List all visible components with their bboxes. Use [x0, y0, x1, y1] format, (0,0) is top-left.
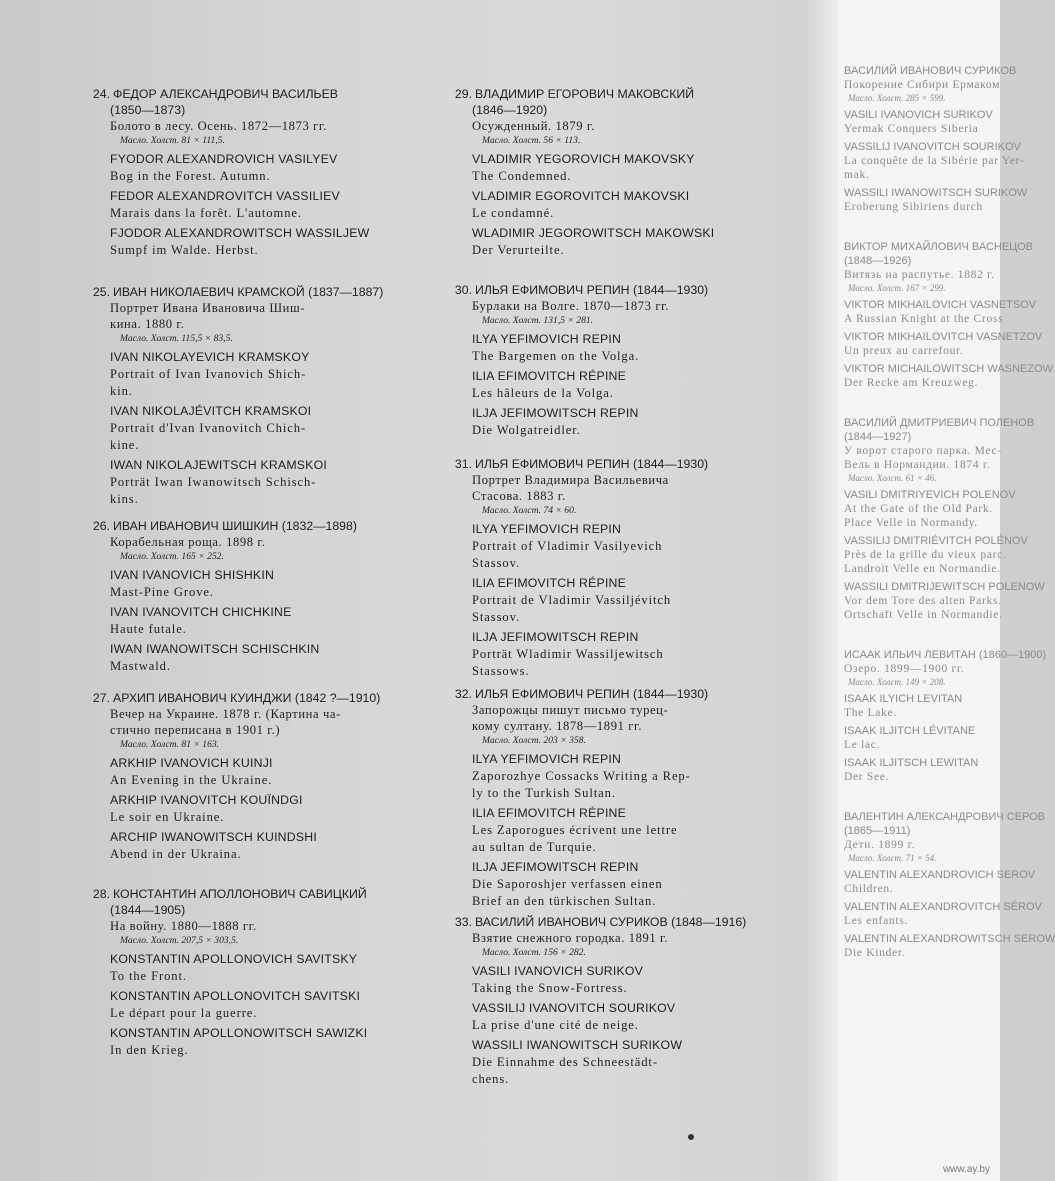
painting-medium: Масло. Холст. 165 × 252.	[120, 551, 224, 562]
facing-line: Der See.	[844, 771, 890, 783]
entry-heading	[450, 456, 795, 472]
entry-number: 25.	[92, 285, 110, 299]
facing-line: Озеро. 1899—1900 гг.	[844, 663, 965, 675]
facing-line: Vor dem Tore des alten Parks.	[844, 595, 1002, 607]
entry-heading	[88, 886, 433, 902]
painting-title-ru: Болото в лесу. Осень. 1872—1873 гг.	[110, 119, 327, 133]
artist-name-translation: ARKHIP IVANOVICH KUINJI	[110, 756, 273, 770]
painting-title-translation: Abend in der Ukraina.	[110, 847, 242, 861]
facing-line: ISAAK ILYICH LEVITAN	[844, 693, 963, 705]
facing-line: La conquête de la Sibérie par Yer-	[844, 155, 1025, 167]
entry-body	[450, 473, 795, 679]
entry-number: 28.	[92, 887, 110, 901]
artist-name-translation: IVAN IVANOVITCH CHICHKINE	[110, 605, 292, 619]
entry-body	[88, 301, 433, 507]
artist-name-translation: VLADIMIR YEGOROVICH MAKOVSKY	[472, 152, 695, 166]
facing-line: VIKTOR MICHAILOWITSCH WASNEZOW	[844, 363, 1054, 375]
painting-medium: Масло. Холст. 207,5 × 303,5.	[120, 935, 239, 946]
painting-title-translation: La prise d'une cité de neige.	[472, 1018, 639, 1032]
painting-medium: Масло. Холст. 131,5 × 281.	[482, 315, 594, 326]
artist-name-translation: FJODOR ALEXANDROWITSCH WASSILJEW	[110, 226, 370, 240]
facing-line: ISAAK ILJITCH LÉVITANE	[844, 725, 976, 737]
painting-title-translation: An Evening in the Ukraine.	[110, 773, 273, 787]
facing-line: A Russian Knight at the Cross	[844, 313, 1004, 325]
painting-title-ru: Запорожцы пишут письмо турец-	[472, 703, 669, 717]
facing-line: The Lake.	[844, 707, 897, 719]
painting-title-translation: Marais dans la forêt. L'automne.	[110, 206, 302, 220]
painting-title-translation: Porträt Wladimir Wassiljewitsch	[472, 647, 664, 661]
facing-line: Les enfants.	[844, 915, 908, 927]
facing-spacer	[844, 622, 1014, 648]
painting-title-translation: ly to the Turkish Sultan.	[472, 786, 616, 800]
facing-line: Масло. Холст. 149 × 208.	[848, 677, 946, 687]
painting-title-ru: Бурлаки на Волге. 1870—1873 гг.	[472, 299, 670, 313]
painting-title-translation: Die Einnahme des Schneestädt-	[472, 1055, 658, 1069]
entry-heading	[88, 690, 433, 706]
facing-spacer	[844, 390, 1014, 416]
painting-title-translation: The Bargemen on the Volga.	[472, 349, 640, 363]
entry-body	[88, 535, 433, 674]
artist-name-translation: ILIA EFIMOVITCH RÉPINE	[472, 369, 627, 383]
painting-title-ru: На войну. 1880—1888 гг.	[110, 919, 257, 933]
facing-line: ISAAK ILJITSCH LEWITAN	[844, 757, 979, 769]
painting-title-translation: kine.	[110, 438, 140, 452]
painting-title-translation: chens.	[472, 1072, 510, 1086]
facing-line: Yermak Conquers Siberia	[844, 123, 979, 135]
facing-page	[838, 0, 1055, 1181]
facing-line: mak.	[844, 169, 870, 181]
facing-line: At the Gate of the Old Park.	[844, 503, 993, 515]
facing-line: Витязь на распутье. 1882 г.	[844, 269, 995, 281]
artist-name-translation: IWAN NIKOLAJEWITSCH KRAMSKOI	[110, 458, 327, 472]
artist-name-ru: ВЛАДИМИР ЕГОРОВИЧ МАКОВСКИЙ	[475, 87, 695, 101]
painting-medium: Масло. Холст. 156 × 282.	[482, 947, 586, 958]
painting-title-ru: стично переписана в 1901 г.)	[110, 723, 281, 737]
facing-line: Un preux au carrefour.	[844, 345, 964, 357]
facing-line: Покорение Сибири Ермаком	[844, 79, 1001, 91]
painting-title-translation: Le condamné.	[472, 206, 555, 220]
painting-title-translation: Taking the Snow-Fortress.	[472, 981, 628, 995]
facing-spacer	[844, 214, 1014, 240]
artist-name-translation: WLADIMIR JEGOROWITSCH MAKOWSKI	[472, 226, 715, 240]
facing-line: ВАЛЕНТИН АЛЕКСАНДРОВИЧ СЕРОВ	[844, 811, 1046, 823]
artist-name-translation: KONSTANTIN APOLLONOVITCH SAVITSKI	[110, 989, 361, 1003]
artist-name-translation: VASSILIJ IVANOVITCH SOURIKOV	[472, 1001, 676, 1015]
facing-line: VIKTOR MIKHAILOVITCH VASNETZOV	[844, 331, 1043, 343]
painting-title-translation: kin.	[110, 384, 133, 398]
painting-medium: Масло. Холст. 74 × 60.	[482, 505, 577, 516]
entry-heading	[450, 86, 795, 102]
facing-line: WASSILI IWANOWITSCH SURIKOW	[844, 187, 1028, 199]
painting-title-translation: Stassows.	[472, 664, 530, 678]
facing-line: ВАСИЛИЙ ИВАНОВИЧ СУРИКОВ	[844, 65, 1017, 77]
artist-name-translation: ARCHIP IWANOWITSCH KUINDSHI	[110, 830, 317, 844]
painting-title-translation: Brief an den türkischen Sultan.	[472, 894, 657, 908]
painting-title-ru: Осужденный. 1879 г.	[472, 119, 595, 133]
painting-title-translation: au sultan de Turquie.	[472, 840, 597, 854]
artist-name-translation: IVAN IVANOVICH SHISHKIN	[110, 568, 275, 582]
painting-title-translation: Porträt Iwan Iwanowitsch Schisch-	[110, 475, 317, 489]
facing-line: ВИКТОР МИХАЙЛОВИЧ ВАСНЕЦОВ	[844, 241, 1033, 253]
facing-line: VASSILIJ DMITRIÉVITCH POLÉNOV	[844, 535, 1028, 547]
facing-line: VASSILIJ IVANOVITCH SOURIKOV	[844, 141, 1021, 153]
painting-title-translation: The Condemned.	[472, 169, 572, 183]
facing-line: VASILI IVANOVICH SURIKOV	[844, 109, 993, 121]
artist-dates: (1850—1873)	[110, 103, 186, 117]
catalog-entry	[450, 914, 795, 1087]
artist-dates: (1844—1905)	[110, 903, 186, 917]
facing-line: Die Kinder.	[844, 947, 906, 959]
facing-line: Вель в Нормандии. 1874 г.	[844, 459, 991, 471]
entry-body	[450, 119, 795, 258]
painting-title-translation: Haute futale.	[110, 622, 187, 636]
artist-name-ru: ВАСИЛИЙ ИВАНОВИЧ СУРИКОВ (1848—1916)	[475, 915, 747, 929]
painting-medium: Масло. Холст. 81 × 163.	[120, 739, 220, 750]
entry-number: 24.	[92, 87, 110, 101]
artist-name-translation: ILJA JEFIMOWITSCH REPIN	[472, 630, 639, 644]
painting-title-translation: Der Verurteilte.	[472, 243, 565, 257]
facing-line: VASILI DMITRIYEVICH POLENOV	[844, 489, 1016, 501]
painting-title-ru: кина. 1880 г.	[110, 317, 185, 331]
painting-title-ru: Вечер на Украине. 1878 г. (Картина ча-	[110, 707, 341, 721]
artist-name-translation: KONSTANTIN APOLLONOWITSCH SAWIZKI	[110, 1026, 368, 1040]
entry-number: 33.	[454, 915, 472, 929]
facing-spacer	[844, 784, 1014, 810]
facing-line: Children.	[844, 883, 894, 895]
facing-line: Place Velle in Normandy.	[844, 517, 979, 529]
entry-heading	[88, 86, 433, 102]
painting-title-translation: Zaporozhye Cossacks Writing a Rep-	[472, 769, 691, 783]
facing-line: VALENTIN ALEXANDROVICH SEROV	[844, 869, 1036, 881]
artist-name-translation: IWAN IWANOWITSCH SCHISCHKIN	[110, 642, 320, 656]
facing-line: (1844—1927)	[844, 431, 912, 443]
artist-name-translation: ILYA YEFIMOVICH REPIN	[472, 752, 622, 766]
painting-title-translation: Portrait de Vladimir Vassiljévitch	[472, 593, 672, 607]
facing-line: Масло. Холст. 167 × 299.	[848, 283, 946, 293]
entry-heading	[450, 914, 795, 930]
artist-name-translation: FYODOR ALEXANDROVICH VASILYEV	[110, 152, 338, 166]
artist-name-ru: ИЛЬЯ ЕФИМОВИЧ РЕПИН (1844—1930)	[475, 283, 709, 297]
painting-title-ru: Портрет Владимира Васильевича	[472, 473, 669, 487]
artist-name-translation: FEDOR ALEXANDROVITCH VASSILIEV	[110, 189, 340, 203]
painting-title-ru: Корабельная роща. 1898 г.	[110, 535, 266, 549]
entry-number: 29.	[454, 87, 472, 101]
artist-name-translation: VASILI IVANOVICH SURIKOV	[472, 964, 644, 978]
painting-title-translation: Die Wolgatreidler.	[472, 423, 581, 437]
painting-title-ru: Взятие снежного городка. 1891 г.	[472, 931, 669, 945]
painting-title-ru: Стасова. 1883 г.	[472, 489, 566, 503]
painting-title-ru: Портрет Ивана Ивановича Шиш-	[110, 301, 306, 315]
facing-line: Eroberung Sibiriens durch	[844, 201, 983, 213]
painting-title-translation: Mast-Pine Grove.	[110, 585, 214, 599]
entry-body	[88, 119, 433, 258]
facing-line: ВАСИЛИЙ ДМИТРИЕВИЧ ПОЛЕНОВ	[844, 417, 1035, 429]
entry-number: 32.	[454, 687, 472, 701]
facing-line: Дети. 1899 г.	[844, 839, 916, 851]
artist-name-translation: VLADIMIR EGOROVITCH MAKOVSKI	[472, 189, 690, 203]
artist-name-translation: KONSTANTIN APOLLONOVICH SAVITSKY	[110, 952, 358, 966]
artist-name-ru: ИЛЬЯ ЕФИМОВИЧ РЕПИН (1844—1930)	[475, 687, 709, 701]
entry-number: 27.	[92, 691, 110, 705]
facing-line: Landroit Velle en Normandie.	[844, 563, 1001, 575]
entry-body	[88, 707, 433, 862]
artist-name-translation: WASSILI IWANOWITSCH SURIKOW	[472, 1038, 683, 1052]
painting-title-translation: Mastwald.	[110, 659, 171, 673]
painting-title-translation: Die Saporoshjer verfassen einen	[472, 877, 663, 891]
facing-page-text	[844, 64, 1055, 960]
facing-line: Масло. Холст. 71 × 54.	[848, 853, 937, 863]
ink-spot	[688, 1134, 694, 1140]
painting-title-translation: Portrait d'Ivan Ivanovitch Chich-	[110, 421, 306, 435]
artist-name-ru: ИВАН НИКОЛАЕВИЧ КРАМСКОЙ (1837—1887)	[113, 285, 384, 299]
catalog-entry	[88, 690, 433, 862]
artist-dates: (1846—1920)	[472, 103, 548, 117]
painting-title-translation: Le soir en Ukraine.	[110, 810, 225, 824]
artist-name-ru: ИВАН ИВАНОВИЧ ШИШКИН (1832—1898)	[113, 519, 357, 533]
painting-medium: Масло. Холст. 203 × 358.	[482, 735, 586, 746]
facing-line: Près de la grille du vieux parc.	[844, 549, 1007, 561]
catalog-entry	[450, 86, 795, 258]
facing-line: VALENTIN ALEXANDROVITCH SÉROV	[844, 901, 1042, 913]
entry-heading	[88, 284, 433, 300]
catalog-entry	[450, 686, 795, 909]
painting-title-translation: Les hâleurs de la Volga.	[472, 386, 614, 400]
painting-title-translation: Portrait of Vladimir Vasilyevich	[472, 539, 663, 553]
painting-title-translation: Stassov.	[472, 610, 521, 624]
artist-name-translation: IVAN NIKOLAJÉVITCH KRAMSKOI	[110, 404, 312, 418]
facing-line: WASSILI DMITRIJEWITSCH POLENOW	[844, 581, 1045, 593]
painting-title-translation: kins.	[110, 492, 139, 506]
catalog-entry	[88, 284, 433, 507]
entry-heading	[88, 518, 433, 534]
painting-medium: Масло. Холст. 115,5 × 83,5.	[120, 333, 233, 344]
artist-name-ru: КОНСТАНТИН АПОЛЛОНОВИЧ САВИЦКИЙ	[113, 887, 367, 901]
facing-line: (1848—1926)	[844, 255, 912, 267]
painting-title-translation: Portrait of Ivan Ivanovich Shich-	[110, 367, 307, 381]
artist-name-translation: ILIA EFIMOVITCH RÉPINE	[472, 806, 627, 820]
artist-name-translation: ILYA YEFIMOVICH REPIN	[472, 332, 622, 346]
entry-number: 26.	[92, 519, 110, 533]
facing-line: Ortschaft Velle in Normandie.	[844, 609, 1003, 621]
painting-title-translation: Les Zaporogues écrivent une lettre	[472, 823, 678, 837]
facing-line: ИСААК ИЛЬИЧ ЛЕВИТАН (1860—1900)	[844, 649, 1047, 661]
facing-line: У ворот старого парка. Мес-	[844, 445, 1002, 457]
artist-name-translation: ILJA JEFIMOWITSCH REPIN	[472, 860, 639, 874]
artist-name-ru: ФЕДОР АЛЕКСАНДРОВИЧ ВАСИЛЬЕВ	[113, 87, 338, 101]
painting-title-translation: Bog in the Forest. Autumn.	[110, 169, 271, 183]
catalog-entry	[450, 456, 795, 679]
catalog-entry	[88, 518, 433, 674]
entry-heading	[450, 686, 795, 702]
catalog-entry	[88, 886, 433, 1058]
painting-title-translation: Le départ pour la guerre.	[110, 1006, 258, 1020]
catalog-entry	[450, 282, 795, 438]
artist-name-translation: ARKHIP IVANOVITCH KOUÏNDGI	[110, 793, 303, 807]
painting-medium: Масло. Холст. 56 × 113.	[482, 135, 581, 146]
facing-line: VALENTIN ALEXANDROWITSCH SEROW	[844, 933, 1055, 945]
entry-body	[88, 919, 433, 1058]
facing-line: Le lac.	[844, 739, 881, 751]
painting-title-translation: In den Krieg.	[110, 1043, 189, 1057]
entry-number: 30.	[454, 283, 472, 297]
artist-name-ru: АРХИП ИВАНОВИЧ КУИНДЖИ (1842 ?—1910)	[113, 691, 381, 705]
entry-heading	[450, 282, 795, 298]
facing-line: Масло. Холст. 285 × 599.	[848, 93, 946, 103]
entry-number: 31.	[454, 457, 472, 471]
painting-medium: Масло. Холст. 81 × 111,5.	[120, 135, 225, 146]
painting-title-ru: кому султану. 1878—1891 гг.	[472, 719, 643, 733]
facing-line: Der Recke am Kreuzweg.	[844, 377, 979, 389]
artist-name-translation: ILYA YEFIMOVICH REPIN	[472, 522, 622, 536]
painting-title-translation: Stassov.	[472, 556, 521, 570]
facing-line: Масло. Холст. 61 × 46.	[848, 473, 937, 483]
painting-title-translation: To the Front.	[110, 969, 187, 983]
entry-body	[450, 703, 795, 909]
artist-name-ru: ИЛЬЯ ЕФИМОВИЧ РЕПИН (1844—1930)	[475, 457, 709, 471]
entry-body	[450, 931, 795, 1087]
entry-body	[450, 299, 795, 438]
painting-title-translation: Sumpf im Walde. Herbst.	[110, 243, 259, 257]
artist-name-translation: IVAN NIKOLAYEVICH KRAMSKOY	[110, 350, 310, 364]
facing-line: (1865—1911)	[844, 825, 911, 837]
facing-line: VIKTOR MIKHAILOVICH VASNETSOV	[844, 299, 1037, 311]
artist-name-translation: ILJA JEFIMOWITSCH REPIN	[472, 406, 639, 420]
catalog-entry	[88, 86, 433, 258]
artist-name-translation: ILIA EFIMOVITCH RÉPINE	[472, 576, 627, 590]
watermark: www.ay.by	[942, 1164, 990, 1175]
